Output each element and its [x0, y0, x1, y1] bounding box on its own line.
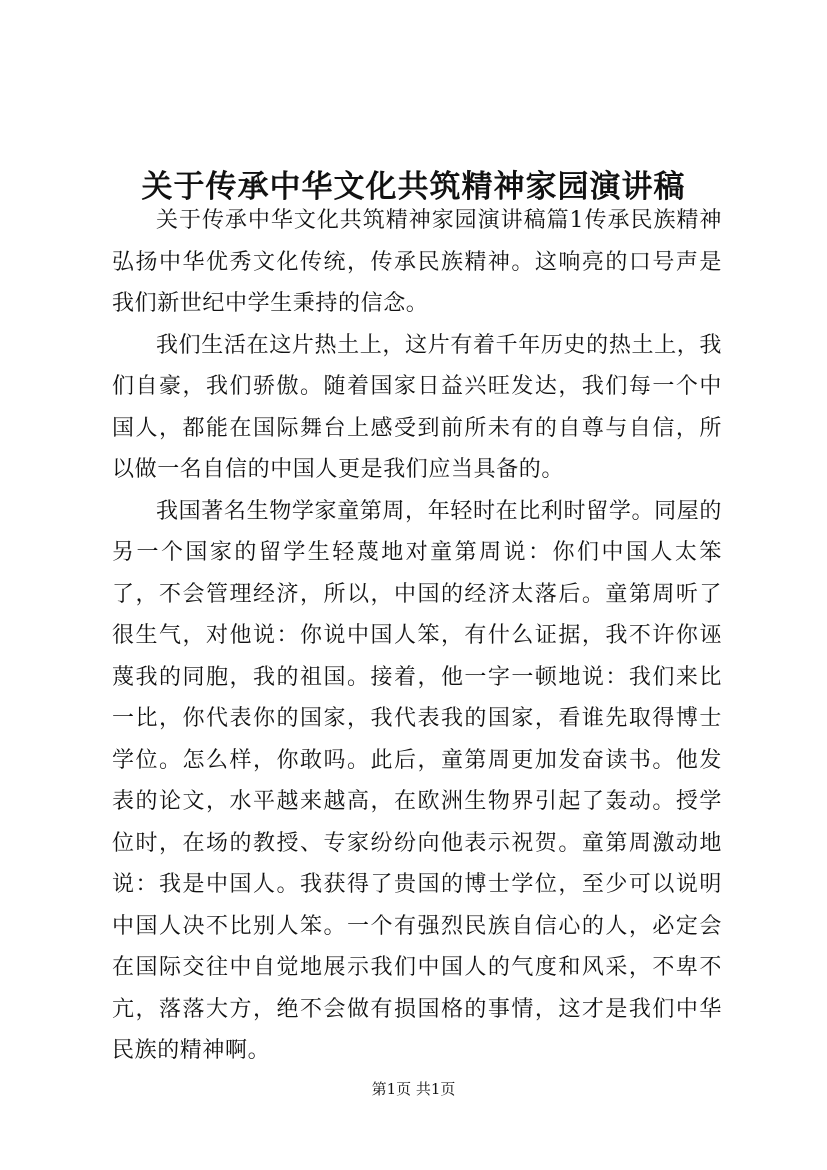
paragraph-1: 关于传承中华文化共筑精神家园演讲稿篇1传承民族精神弘扬中华优秀文化传统，传承民族精神。这响亮的口号声是我们新世纪中学生秉持的信念。: [112, 208, 722, 316]
document-body: [112, 200, 722, 1072]
paragraph-2: 我们生活在这片热土上，这片有着千年历史的热土上，我们自豪，我们骄傲。随着国家日益兴旺发达，我们每一个中国人，都能在国际舞台上感受到前所未有的自尊与自信，所以做一名自信的中国人更是我们应当具备的。: [112, 332, 722, 482]
paragraph-3: 我国著名生物学家童第周，年轻时在比利时留学。同屋的另一个国家的留学生轻蔑地对童第周说：你们中国人太笨了，不会管理经济，所以，中国的经济太落后。童第周听了很生气，对他说：你说中国人笨，有什么证据，我不许你诬蔑我的同胞，我的祖国。接着，他一字一顿地说：我们来比一比，你代表你的国家，我代表我的国家，看谁先取得博士学位。怎么样，你敢吗。此后，童第周更加发奋读书。他发表的论文，水平越来越高，在欧洲生物界引起了轰动。授学位时，在场的教授、专家纷纷向他表示祝贺。童第周激动地说：我是中国人。我获得了贵国的博士学位，至少可以说明中国人决不比别人笨。一个有强烈民族自信心的人，必定会在国际交往中自觉地展示我们中国人的气度和风采，不卑不亢，落落大方，绝不会做有损国格的事情，这才是我们中华民族的精神啊。: [112, 498, 722, 1063]
page-footer: 第1页 共1页: [371, 1080, 456, 1098]
document-title: 关于传承中华文化共筑精神家园演讲稿: [141, 168, 686, 205]
